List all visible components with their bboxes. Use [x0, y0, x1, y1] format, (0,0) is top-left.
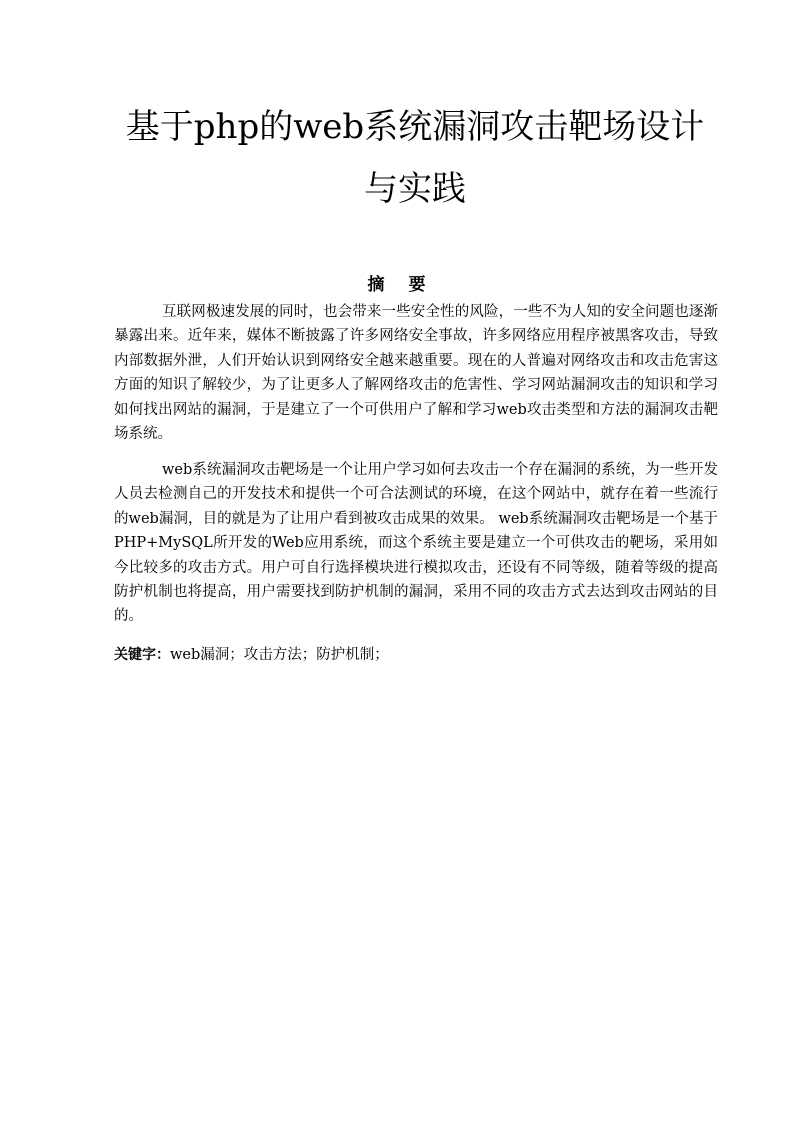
page-title-line-1: 基于php的web系统漏洞攻击靶场设计: [125, 107, 705, 147]
keywords-label: 关键字：: [114, 647, 170, 663]
keywords-value: web漏洞；攻击方法；防护机制；: [170, 647, 389, 663]
page-title-line-2: 与实践: [364, 169, 466, 209]
abstract-heading: 摘要: [367, 275, 450, 295]
abstract-paragraph-1: 互联网极速发展的同时，也会带来一些安全性的风险，一些不为人知的安全问题也逐渐暴露出来。近年来，媒体不断披露了许多网络安全事故，许多网络应用程序被黑客攻击，导致内部数据外泄，人们开始认识到网络安全越来越重要。现在的人普遍对网络攻击和攻击危害这方面的知识了解较少，为了让更多人了解网络攻击的危害性、学习网站漏洞攻击的知识和学习如何找出网站的漏洞，于是建立了一个可供用户了解和学习web攻击类型和方法的漏洞攻击靶场系统。: [114, 304, 718, 443]
abstract-paragraph-2: web系统漏洞攻击靶场是一个让用户学习如何去攻击一个存在漏洞的系统，为一些开发人员去检测自己的开发技术和提供一个可合法测试的环境，在这个网站中，就存在着一些流行的web漏洞，目的就是为了让用户看到被攻击成果的效果。 web系统漏洞攻击靶场是一个基于PHP+MySQL所开发的Web应用系统，而这个系统主要是建立一个可供攻击的靶场，采用如今比较多的攻击方式。用户可自行选择模块进行模拟攻击，还设有不同等级，随着等级的提高防护机制也将提高，用户需要找到防护机制的漏洞，采用不同的攻击方式去达到攻击网站的目的。: [114, 462, 718, 625]
keywords-line: [114, 643, 718, 667]
